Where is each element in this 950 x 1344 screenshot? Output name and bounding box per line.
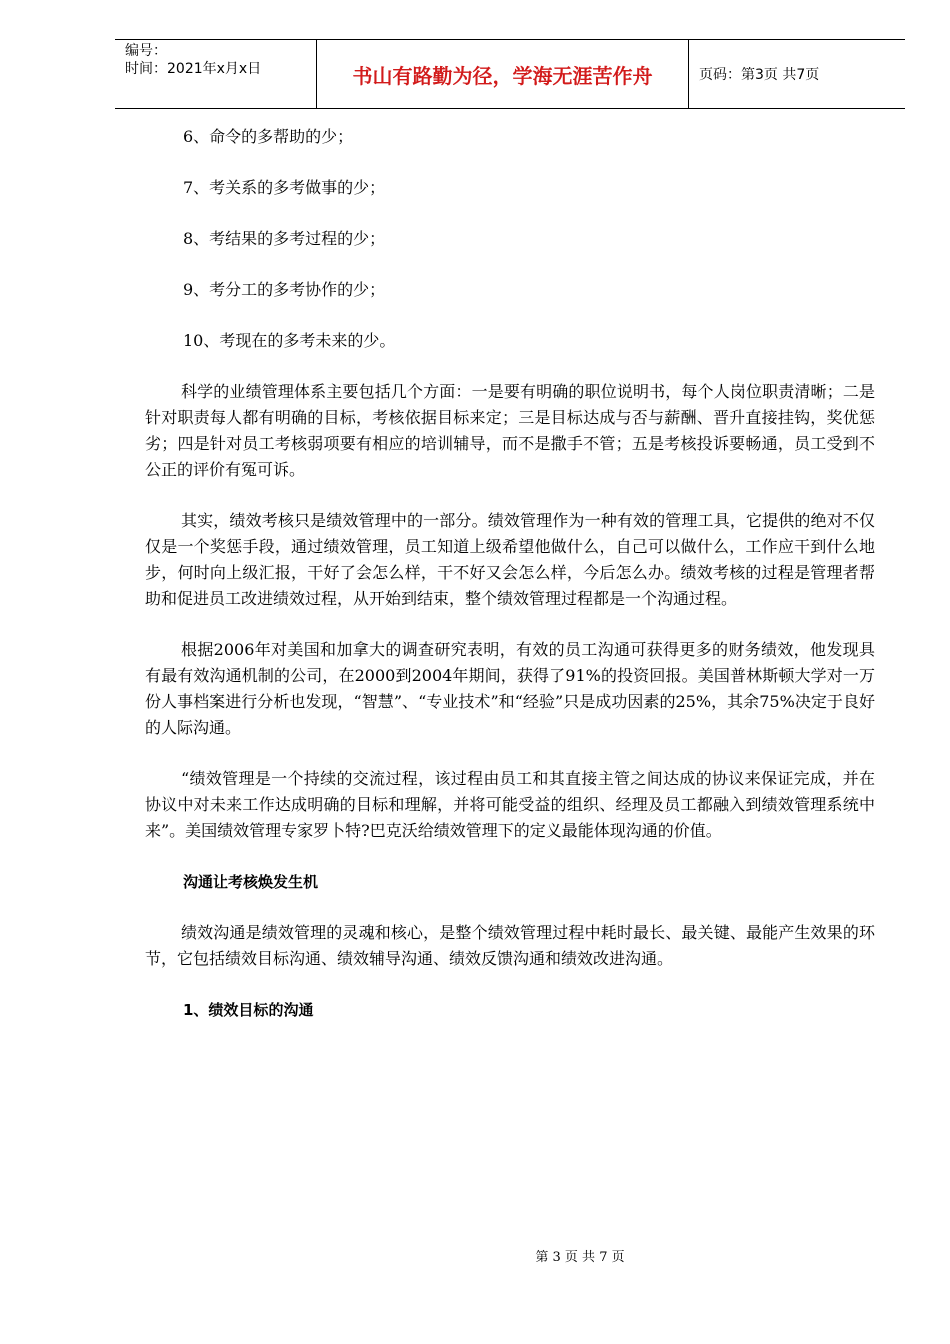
list-item: 9、考分工的多考协作的少； — [183, 280, 386, 299]
paragraph: 根据2006年对美国和加拿大的调查研究表明，有效的员工沟通可获得更多的财务绩效，他发现具有最有效沟通机制的公司，在2000到2004年期间，获得了91%的投资回报。美国普林斯顿大学对一万份人事档案进行分析也发现，“智慧”、“专业技术”和“经验”只是成功因素的25%，其余75%决定于良好的人际沟通。 — [145, 640, 875, 737]
paragraph: 科学的业绩管理体系主要包括几个方面：一是要有明确的职位说明书，每个人岗位职责清晰；二是针对职责每人都有明确的目标，考核依据目标来定；三是目标达成与否与薪酬、晋升直接挂钩，奖优惩劣；四是针对员工考核弱项要有相应的培训辅导，而不是撒手不管；五是考核投诉要畅通，员工受到不公正的评价有冤可诉。 — [145, 382, 875, 479]
page-footer: 第 3 页 共 7 页 — [535, 1250, 625, 1265]
subheading: 1、绩效目标的沟通 — [183, 1001, 314, 1019]
header-motto: 书山有路勤为径，学海无涯苦作舟 — [317, 40, 689, 108]
list-item: 6、命令的多帮助的少； — [183, 127, 354, 146]
paragraph: 其实，绩效考核只是绩效管理中的一部分。绩效管理作为一种有效的管理工具，它提供的绝对不仅仅是一个奖惩手段，通过绩效管理，员工知道上级希望他做什么，自己可以做什么，工作应干到什么地步，何时向上级汇报，干好了会怎么样，干不好又会怎么样，今后怎么办。绩效考核的过程是管理者帮助和促进员工改进绩效过程，从开始到结束，整个绩效管理过程都是一个沟通过程。 — [145, 511, 875, 608]
header-time: 时间：2021年x月x日 — [125, 61, 262, 77]
header-meta — [115, 40, 317, 108]
header-page-info: 页码：第3页 共7页 — [699, 67, 820, 83]
document-body — [145, 124, 875, 1048]
list-item: 8、考结果的多考过程的少； — [183, 229, 386, 248]
section-paragraph: 绩效沟通是绩效管理的灵魂和核心，是整个绩效管理过程中耗时最长、最关键、最能产生效果的环节，它包括绩效目标沟通、绩效辅导沟通、绩效反馈沟通和绩效改进沟通。 — [145, 923, 875, 968]
section-heading: 沟通让考核焕发生机 — [183, 873, 319, 891]
header-number: 编号： — [125, 43, 167, 59]
list-item: 7、考关系的多考做事的少； — [183, 178, 386, 197]
list-item: 10、考现在的多考未来的少。 — [183, 331, 396, 350]
paragraph: “绩效管理是一个持续的交流过程，该过程由员工和其直接主管之间达成的协议来保证完成，并在协议中对未来工作达成明确的目标和理解，并将可能受益的组织、经理及员工都融入到绩效管理系统中来”。美国绩效管理专家罗卜特?巴克沃给绩效管理下的定义最能体现沟通的价值。 — [145, 769, 875, 840]
page-header — [115, 39, 905, 109]
